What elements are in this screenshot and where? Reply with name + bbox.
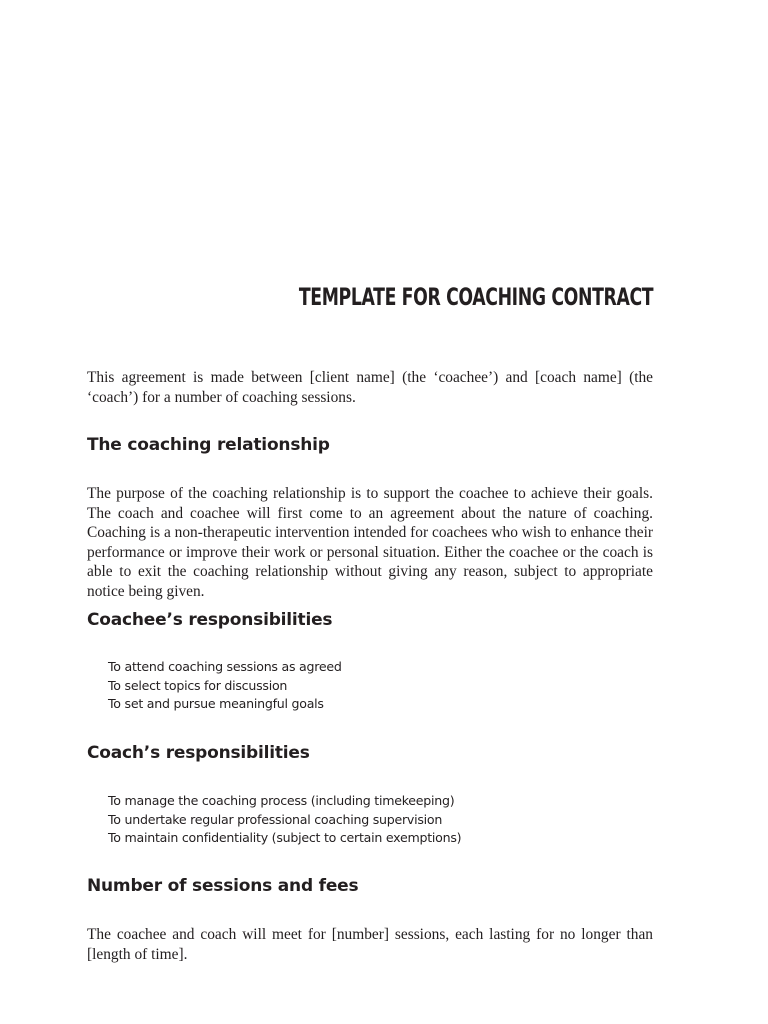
coaching-relationship-paragraph: The purpose of the coaching relationship is to support the coachee to achieve their goals. The coach and coachee will first come to an agreement about the nature of coaching. Coaching is a non-therapeutic intervention intended for coachees who wish to enhance their performance or improve their work or personal situation. Either the coachee or the coach is able to exit the coaching relationship without giving any reason, subject to appropriate notice being given. bbox=[87, 485, 653, 600]
list-item: To attend coaching sessions as agreed bbox=[108, 659, 342, 674]
intro-paragraph: This agreement is made between [client name] (the ‘coachee’) and [coach name] (the ‘coach’) for a number of coaching sessions. bbox=[87, 369, 653, 406]
list-item: To manage the coaching process (including timekeeping) bbox=[108, 793, 455, 808]
sessions-and-fees-paragraph: The coachee and coach will meet for [number] sessions, each lasting for no longer than [length of time]. bbox=[87, 926, 653, 963]
list-item: To select topics for discussion bbox=[108, 677, 288, 693]
section-heading-sessions-and-fees: Number of sessions and fees bbox=[87, 876, 359, 896]
section-heading-coaching-relationship: The coaching relationship bbox=[87, 435, 330, 455]
section-heading-coachee-responsibilities: Coachee’s responsibilities bbox=[87, 610, 333, 630]
section-heading-coach-responsibilities: Coach’s responsibilities bbox=[87, 743, 310, 763]
document-title: TEMPLATE FOR COACHING CONTRACT bbox=[298, 283, 653, 311]
coachee-responsibilities-list bbox=[87, 658, 674, 714]
list-item: To maintain confidentiality (subject to certain exemptions) bbox=[108, 830, 462, 846]
list-item: To undertake regular professional coaching supervision bbox=[108, 811, 443, 827]
list-item: To set and pursue meaningful goals bbox=[108, 696, 324, 712]
coach-responsibilities-list bbox=[87, 792, 674, 848]
